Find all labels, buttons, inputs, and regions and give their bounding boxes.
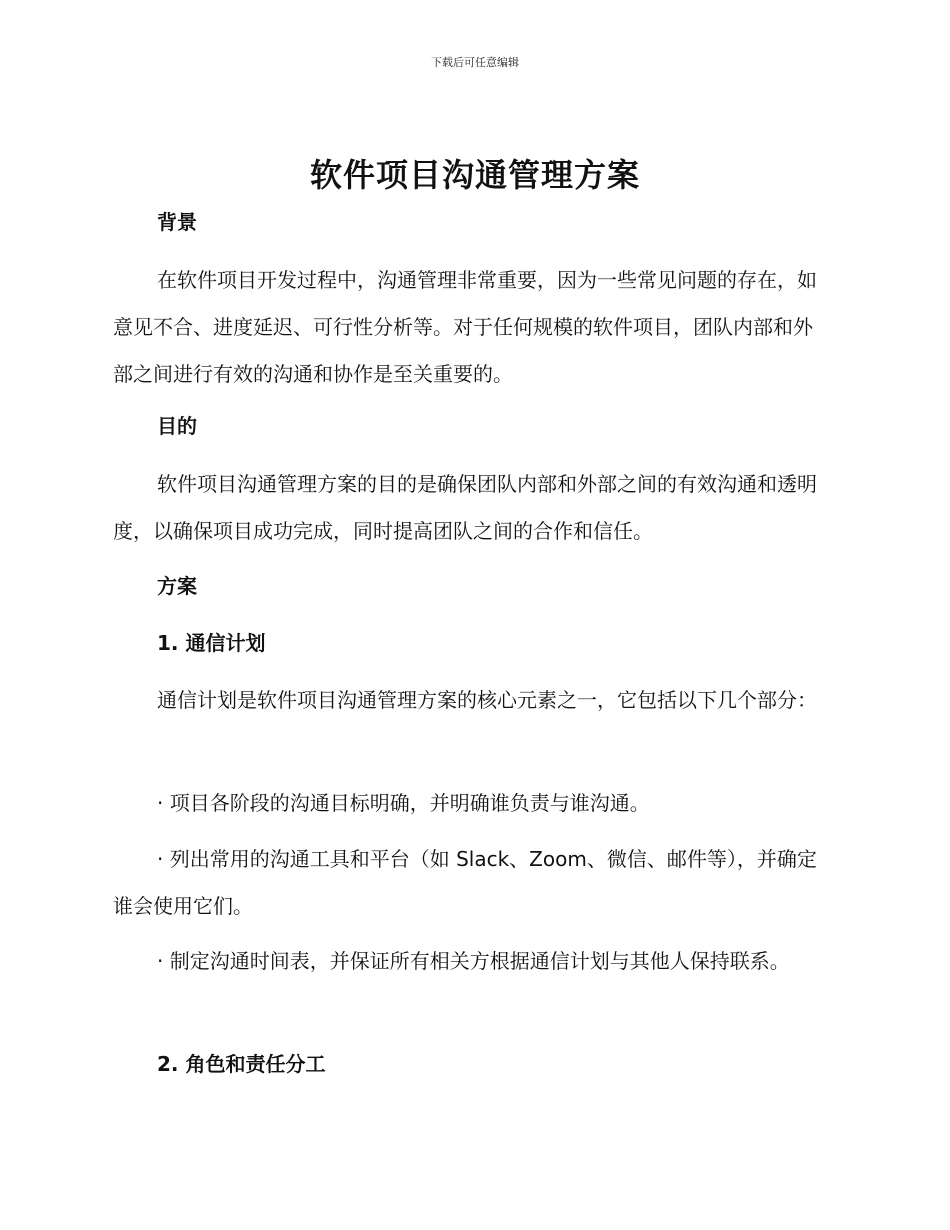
bullet-item-communication-schedule: · 制定沟通时间表，并保证所有相关方根据通信计划与其他人保持联系。 xyxy=(157,949,790,973)
bullet-item-communication-tools: · 列出常用的沟通工具和平台（如 Slack、Zoom、微信、邮件等），并确定谁会使用它们。 xyxy=(113,847,817,918)
paragraph-communication-plan-intro: 通信计划是软件项目沟通管理方案的核心元素之一，它包括以下几个部分： xyxy=(157,688,817,712)
header-note: 下载后可任意编辑 xyxy=(431,56,519,69)
section-heading-purpose: 目的 xyxy=(157,414,197,438)
section-heading-background: 背景 xyxy=(157,210,197,234)
bullet-item-communication-goals: · 项目各阶段的沟通目标明确，并明确谁负责与谁沟通。 xyxy=(157,791,650,815)
section-heading-plan: 方案 xyxy=(157,574,197,598)
document-title: 软件项目沟通管理方案 xyxy=(309,156,640,194)
subsection-heading-roles: 2. 角色和责任分工 xyxy=(157,1052,326,1076)
paragraph-background: 在软件项目开发过程中，沟通管理非常重要，因为一些常见问题的存在，如意见不合、进度延迟、可行性分析等。对于任何规模的软件项目，团队内部和外部之间进行有效的沟通和协作是至关重要的。 xyxy=(113,268,817,386)
paragraph-purpose: 软件项目沟通管理方案的目的是确保团队内部和外部之间的有效沟通和透明度，以确保项目成功完成，同时提高团队之间的合作和信任。 xyxy=(113,472,817,543)
subsection-heading-communication-plan: 1. 通信计划 xyxy=(157,631,266,655)
